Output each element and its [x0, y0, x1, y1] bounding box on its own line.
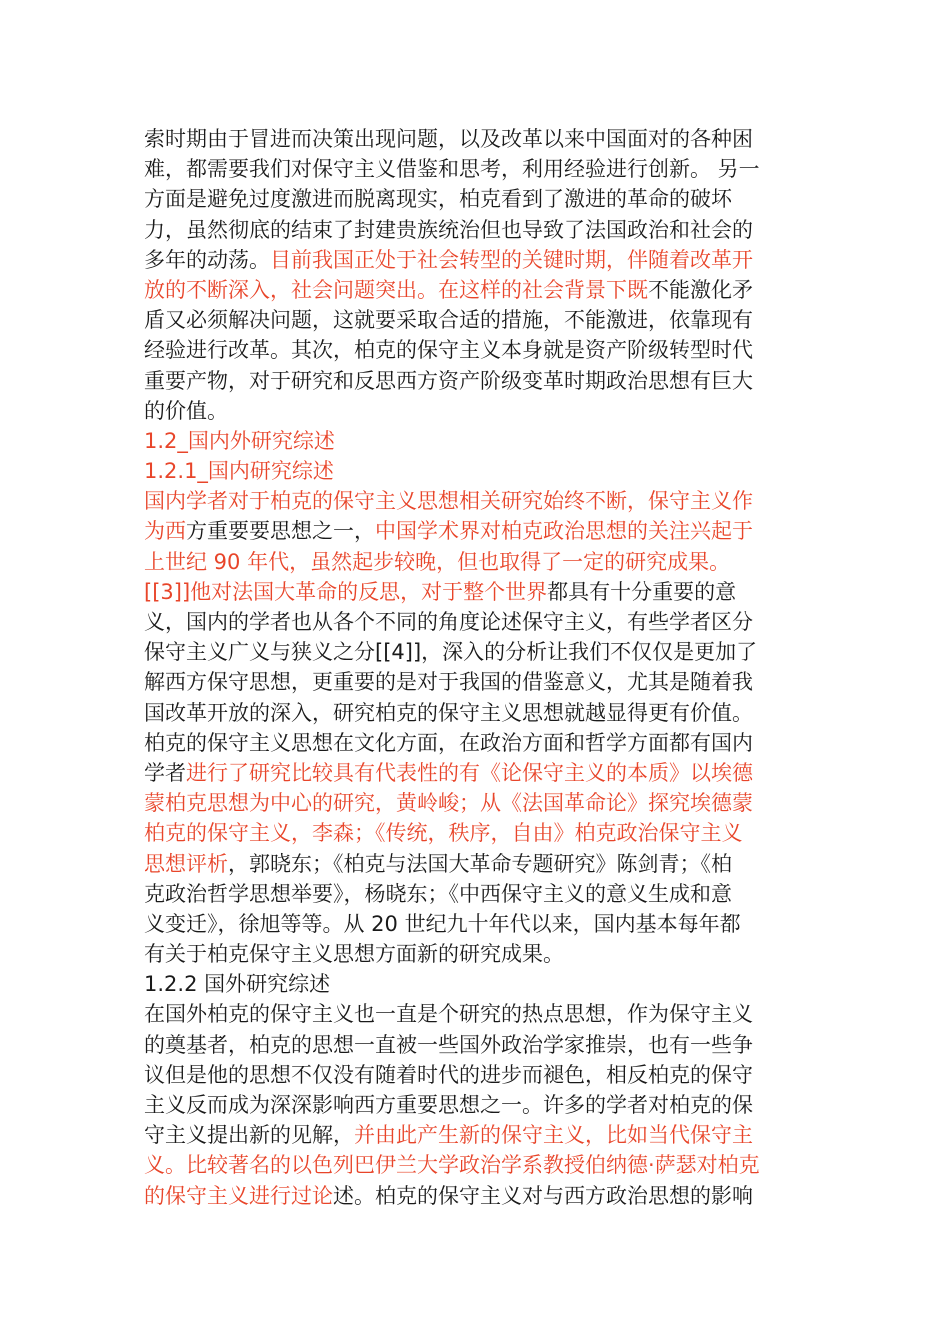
- text-line: [144, 516, 804, 546]
- text-line: [144, 456, 804, 486]
- text-line: [144, 184, 804, 214]
- text-line: [144, 1060, 804, 1090]
- highlighted-text: 柏克的保守主义，李森；《传统，秩序，自由》柏克政治保守主义: [144, 821, 743, 846]
- body-text: 方重要要思想之一，: [186, 519, 375, 544]
- text-line: [144, 999, 804, 1029]
- body-text: 保守主义广义与狭义之分[[4]]，深入的分析让我们不仅仅是更加了: [144, 640, 758, 665]
- text-line: [144, 275, 804, 305]
- body-text: 守主义提出新的见解，: [144, 1123, 354, 1148]
- highlighted-text: 1.2_国内外研究综述: [144, 428, 335, 453]
- highlighted-text: 思想评析: [144, 851, 228, 876]
- text-line: [144, 486, 804, 516]
- highlighted-text: 蒙柏克思想为中心的研究，黄岭峻；从《法国革命论》探究埃德蒙: [144, 791, 753, 816]
- text-line: [144, 577, 804, 607]
- text-line: [144, 728, 804, 758]
- text-line: [144, 245, 804, 275]
- highlighted-text: 国内学者对于柏克的保守主义思想相关研究始终不断，保守主义作: [144, 489, 753, 514]
- text-line: [144, 1150, 804, 1180]
- body-text: ，郭晓东；《柏克与法国大革命专题研究》陈剑青；《柏: [228, 851, 732, 876]
- body-text: 盾又必须解决问题，这就要采取合适的措施，不能激进，依靠现有: [144, 308, 753, 333]
- highlighted-text: 并由此产生新的保守主义，比如当代保守主: [354, 1123, 753, 1148]
- highlighted-text: [[3]]他对法国大革命的反思，对于整个世界: [144, 579, 548, 604]
- body-text: 在国外柏克的保守主义也一直是个研究的热点思想，作为保守主义: [144, 1002, 753, 1027]
- highlighted-text: 义。比较著名的以色列巴伊兰大学政治学系教授伯纳德·萨瑟对柏克: [144, 1153, 760, 1178]
- text-line: [144, 426, 804, 456]
- body-text: 主义反而成为深深影响西方重要思想之一。许多的学者对柏克的保: [144, 1093, 753, 1117]
- highlighted-text: 中国学术界对柏克政治思想的关注兴起于: [375, 519, 753, 544]
- text-line: [144, 366, 804, 396]
- text-line: [144, 849, 804, 879]
- body-text: 克政治哲学思想举要》，杨晓东；《中西保守主义的意义生成和意: [144, 881, 732, 906]
- body-text: 都具有十分重要的意: [547, 579, 737, 604]
- text-line: [144, 788, 804, 818]
- highlighted-text: 上世纪 90 年代，虽然起步较晚，但也取得了一定的研究成果。: [144, 549, 731, 574]
- text-line: [144, 698, 804, 728]
- body-text: 不能激化矛: [648, 277, 753, 302]
- highlighted-text: 放的不断深入，社会问题突出。在这样的社会背景下既: [144, 277, 648, 302]
- text-line: [144, 969, 804, 999]
- text-line: [144, 547, 804, 577]
- text-line: [144, 1090, 804, 1120]
- body-text: 力，虽然彻底的结束了封建贵族统治但也导致了法国政治和社会的: [144, 217, 753, 242]
- body-text: 的奠基者，柏克的思想一直被一些国外政治学家推崇，也有一些争: [144, 1032, 753, 1057]
- body-text: 议但是他的思想不仅没有随着时代的进步而褪色，相反柏克的保守: [144, 1062, 753, 1087]
- highlighted-text: 的保守主义进行过论: [144, 1183, 333, 1208]
- body-text: 难，都需要我们对保守主义借鉴和思考，利用经验进行创新。 另一: [144, 157, 760, 182]
- body-text: 经验进行改革。其次，柏克的保守主义本身就是资产阶级转型时代: [144, 338, 753, 363]
- highlighted-text: 为西: [144, 519, 186, 544]
- body-text: 述。柏克的保守主义对与西方政治思想的影响: [333, 1183, 753, 1208]
- body-text: 义变迁》，徐旭等等。从 20 世纪九十年代以来，国内基本每年都: [144, 911, 741, 936]
- body-text: 重要产物，对于研究和反思西方资产阶级变革时期政治思想有巨大: [144, 368, 753, 393]
- text-line: [144, 305, 804, 335]
- text-line: [144, 637, 804, 667]
- highlighted-text: 1.2.1_国内研究综述: [144, 459, 334, 484]
- text-line: [144, 909, 804, 939]
- text-line: [144, 939, 804, 969]
- text-line: [144, 124, 804, 154]
- text-line: [144, 667, 804, 697]
- text-line: [144, 1181, 804, 1211]
- body-text: 方面是避免过度激进而脱离现实，柏克看到了激进的革命的破坏: [144, 187, 732, 212]
- body-text: 柏克的保守主义思想在文化方面，在政治方面和哲学方面都有国内: [144, 730, 753, 755]
- body-text: 义，国内的学者也从各个不同的角度论述保守主义，有些学者区分: [144, 610, 753, 634]
- body-text: 索时期由于冒进而决策出现问题，以及改革以来中国面对的各种困: [144, 127, 753, 151]
- body-text: 1.2.2 国外研究综述: [144, 972, 331, 997]
- body-text: 解西方保守思想，更重要的是对于我国的借鉴意义，尤其是随着我: [144, 670, 753, 695]
- text-line: [144, 1030, 804, 1060]
- body-text: 学者: [144, 760, 186, 785]
- text-line: [144, 335, 804, 365]
- document-body: [144, 124, 804, 1211]
- text-line: [144, 215, 804, 245]
- highlighted-text: 目前我国正处于社会转型的关键时期，伴随着改革开: [270, 247, 753, 272]
- text-line: [144, 154, 804, 184]
- text-line: [144, 879, 804, 909]
- body-text: 有关于柏克保守主义思想方面新的研究成果。: [144, 942, 564, 967]
- text-line: [144, 607, 804, 637]
- text-line: [144, 396, 804, 426]
- text-line: [144, 1120, 804, 1150]
- body-text: 的价值。: [144, 398, 228, 423]
- highlighted-text: 进行了研究比较具有代表性的有《论保守主义的本质》以埃德: [186, 760, 753, 785]
- text-line: [144, 758, 804, 788]
- body-text: 国改革开放的深入，研究柏克的保守主义思想就越显得更有价值。: [144, 700, 753, 725]
- body-text: 多年的动荡。: [144, 247, 270, 272]
- text-line: [144, 818, 804, 848]
